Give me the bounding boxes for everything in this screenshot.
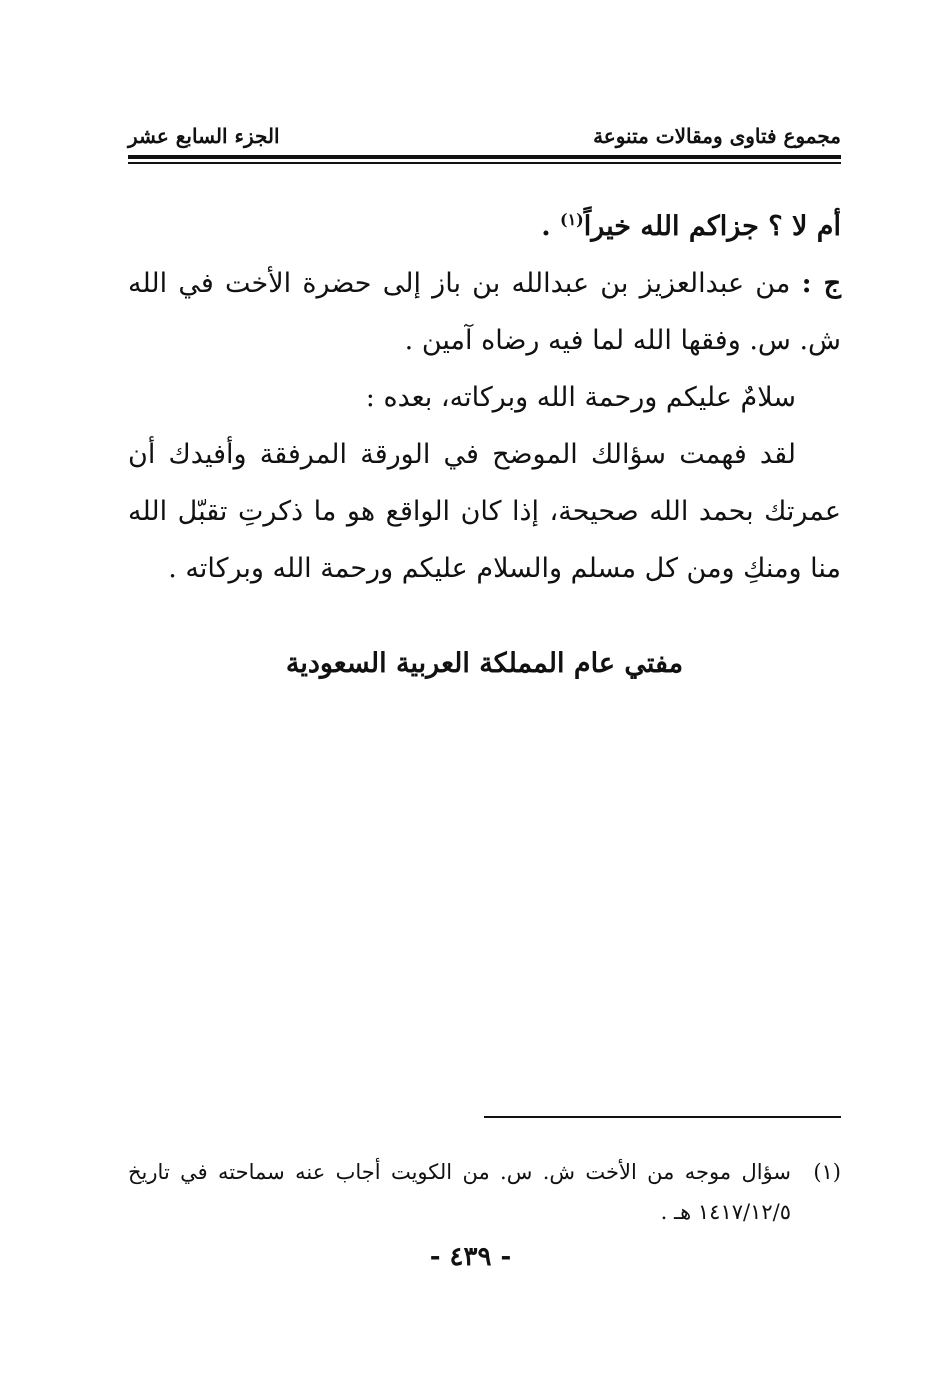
question-punct: . — [541, 211, 551, 242]
volume-label: الجزء السابع عشر — [128, 124, 280, 148]
footnote-separator — [484, 1116, 841, 1118]
answer-intro: من عبدالعزيز بن عبدالله بن باز إلى حضرة الأخت في الله ش. س. وفقها الله لما فيه رضاه آمين . — [128, 268, 841, 356]
footnote-reference: (١) — [560, 210, 584, 229]
question-text: أم لا ؟ جزاكم الله خيراً — [583, 211, 841, 242]
footnote — [128, 1152, 841, 1232]
answer-intro-paragraph — [128, 255, 841, 369]
book-title: مجموع فتاوى ومقالات متنوعة — [593, 124, 841, 148]
answer-prefix: ج : — [801, 268, 842, 299]
header-rule-thin — [128, 162, 841, 164]
footnote-number: (١) — [813, 1160, 841, 1184]
running-header — [128, 124, 841, 148]
question-ending — [128, 198, 841, 255]
signature-title: مفتي عام المملكة العربية السعودية — [285, 648, 684, 679]
main-text — [128, 198, 841, 597]
main-paragraph: لقد فهمت سؤالك الموضح في الورقة المرفقة وأفيدك أن عمرتك بحمد الله صحيحة، إذا كان الواقع هو ما ذكرتِ تقبّل الله منا ومنكِ ومن كل مسلم والسلام عليكم ورحمة الله وبركاته . — [128, 439, 841, 584]
footnote-text: سؤال موجه من الأخت ش. س. من الكويت أجاب عنه سماحته في تاريخ ١٤١٧/١٢/٥ هـ . — [128, 1160, 791, 1224]
header-rule-thick — [128, 155, 841, 159]
greeting: سلامٌ عليكم ورحمة الله وبركاته، بعده : — [365, 382, 796, 413]
page-number: - ٤٣٩ - — [429, 1242, 512, 1272]
